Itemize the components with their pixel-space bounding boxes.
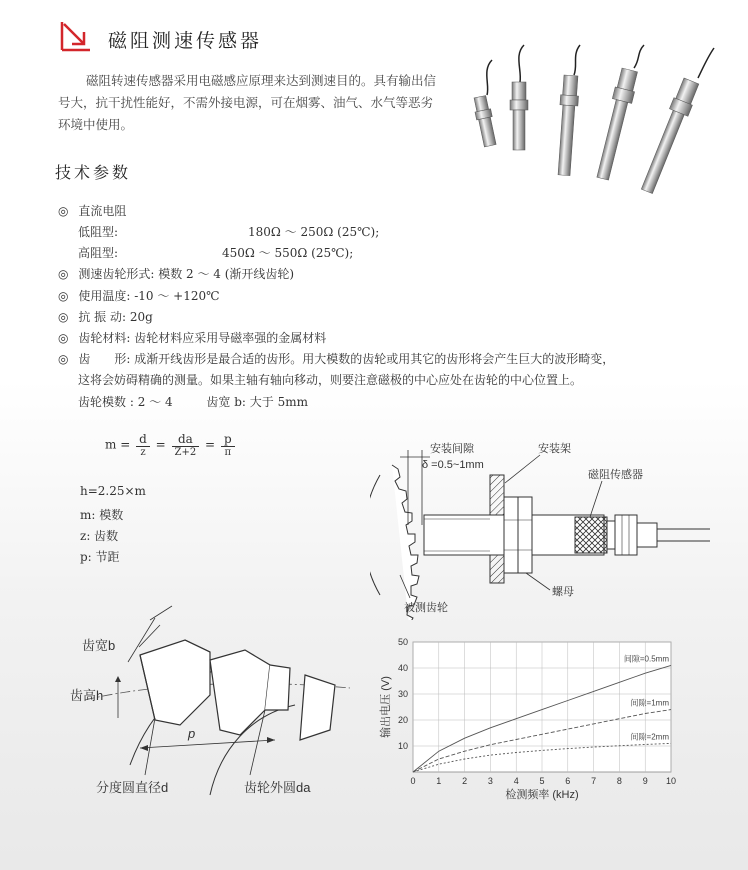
- page-title: 磁阻测速传感器: [108, 30, 263, 52]
- y-tick-label: 10: [397, 741, 408, 751]
- y-tick-label: 20: [397, 715, 408, 725]
- x-tick-label: 8: [616, 776, 622, 786]
- spec-value: 齿轮材料应采用导磁率强的金属材料: [134, 331, 327, 345]
- spec-tooth-shape: [58, 350, 614, 367]
- formula-eq: =: [155, 437, 166, 452]
- spec-high-label: 高阻型:: [78, 246, 119, 260]
- spec-value: 模数 2 ～ 4 (渐开线齿轮): [158, 267, 295, 281]
- y-tick-label: 30: [397, 689, 408, 699]
- def-module: m: 模数: [80, 508, 124, 522]
- nut-2: [518, 497, 532, 573]
- sensor-photo: [452, 40, 727, 200]
- x-tick-label: 0: [410, 776, 416, 786]
- gear-teeth: [392, 465, 419, 620]
- frac-den: Z+2: [174, 447, 197, 458]
- spec-high-value: 450Ω ～ 550Ω (25℃);: [222, 246, 354, 260]
- bullet: ◎: [58, 204, 69, 218]
- spec-gear-form: [58, 265, 294, 282]
- series-label: 间隙=2mm: [630, 732, 669, 742]
- spec-value: 20g: [129, 310, 153, 324]
- def-pitch: p: 节距: [80, 550, 120, 564]
- y-axis-label: 输出电压 (V): [380, 676, 392, 738]
- frac-den: z: [140, 447, 146, 458]
- installation-diagram: [370, 435, 720, 620]
- bullet: ◎: [58, 310, 69, 324]
- formula-eq: =: [205, 437, 216, 452]
- spec-value: 2 ～ 4: [137, 395, 173, 409]
- tooth-height-label: 齿高h: [70, 688, 104, 703]
- spec-value: -10 ～ +120℃: [134, 289, 220, 303]
- gear-arc: [370, 475, 380, 595]
- spec-gear-module: [78, 393, 308, 410]
- fraction-p-pi: [221, 432, 235, 458]
- frac-den: π: [224, 447, 232, 458]
- pitch-diameter-label: 分度圆直径d: [96, 780, 169, 795]
- voltage-frequency-chart: [375, 630, 705, 820]
- tooth-width-label: 齿宽b: [82, 638, 116, 653]
- frac-num: p: [221, 432, 235, 447]
- spec-label: 抗 振 动:: [78, 310, 126, 324]
- formula-h: h=2.25×m: [80, 484, 146, 498]
- arrow-icon: [58, 20, 92, 54]
- gap-value: δ =0.5~1mm: [422, 459, 484, 471]
- sensor-braid: [575, 517, 607, 553]
- pitch-label: p: [188, 726, 196, 741]
- def-teeth: z: 齿数: [80, 529, 119, 543]
- bracket-label: 安装架: [538, 443, 571, 455]
- x-tick-label: 10: [665, 776, 677, 786]
- x-tick-label: 4: [513, 776, 519, 786]
- spec-label: 直流电阻: [78, 204, 127, 218]
- series-label: 间隙=0.5mm: [623, 654, 669, 664]
- intro-paragraph: 磁阻转速传感器采用电磁感应原理来达到测速目的。具有输出信号大，抗干扰性能好，不需外接电源，可在烟雾、油气、水气等恶劣环境中使用。: [58, 73, 437, 132]
- x-tick-label: 2: [462, 776, 468, 786]
- x-tick-label: 3: [487, 776, 493, 786]
- spec-label: 使用温度:: [78, 289, 131, 303]
- x-tick-label: 7: [591, 776, 597, 786]
- x-tick-label: 9: [642, 776, 648, 786]
- spec-tooth-shape-line2: 这将会妨碍精确的测量。如果主轴有轴向移动，则要注意磁极的中心应处在齿轮的中心位置上。: [78, 373, 583, 387]
- y-tick-label: 50: [397, 637, 408, 647]
- frac-num: d: [136, 432, 150, 447]
- spec-value: 成渐开线齿形是最合适的齿形。用大模数的齿轮或用其它的齿形将会产生巨大的波形畸变，: [134, 352, 615, 366]
- nut-1: [504, 497, 518, 573]
- module-formula: [105, 432, 237, 458]
- nut-label: 螺母: [552, 586, 574, 598]
- spec-label: 齿轮材料:: [78, 331, 131, 345]
- spec-vibration: [58, 308, 153, 325]
- spec-low-value: 180Ω ～ 250Ω (25℃);: [248, 225, 380, 239]
- spec-label: 齿宽 b:: [206, 395, 246, 409]
- bullet: ◎: [58, 352, 69, 366]
- frac-num: da: [172, 432, 200, 447]
- spec-gear-material: [58, 329, 326, 346]
- spec-label: 齿 形:: [78, 352, 131, 366]
- x-tick-label: 6: [565, 776, 571, 786]
- bullet: ◎: [58, 267, 69, 281]
- spec-dc-resistance: [58, 202, 126, 219]
- spec-label: 测速齿轮形式:: [78, 267, 155, 281]
- gear-label: 被测齿轮: [404, 602, 448, 614]
- bullet: ◎: [58, 331, 69, 345]
- spec-label: 齿轮模数 :: [78, 395, 134, 409]
- series-label: 间隙=1mm: [630, 698, 669, 708]
- spec-value: 大于 5mm: [249, 395, 309, 409]
- x-tick-label: 5: [539, 776, 545, 786]
- fraction-d-z: [136, 432, 150, 458]
- x-tick-label: 1: [436, 776, 442, 786]
- x-axis-label: 检测频率 (kHz): [505, 789, 579, 801]
- gap-label: 安装间隙: [430, 443, 474, 455]
- sensor-label: 磁阻传感器: [588, 469, 643, 481]
- y-tick-label: 40: [397, 663, 408, 673]
- spec-low-label: 低阻型:: [78, 225, 119, 239]
- spec-temperature: [58, 287, 220, 304]
- gear-tooth-diagram: [60, 600, 360, 815]
- fraction-da-z2: [172, 432, 200, 458]
- outer-diameter-label: 齿轮外圆da: [244, 780, 311, 795]
- formula-eq: =: [120, 437, 131, 452]
- specs-title: 技术参数: [55, 163, 132, 182]
- bullet: ◎: [58, 289, 69, 303]
- formula-m: m: [105, 437, 117, 452]
